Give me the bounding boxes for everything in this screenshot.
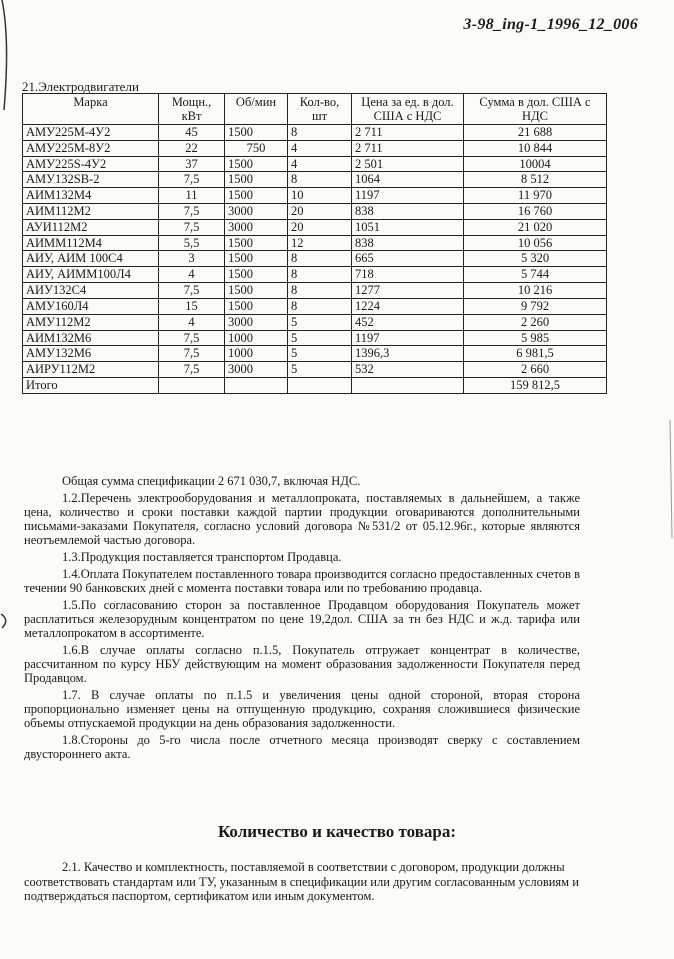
- cell-total: 2 260: [464, 314, 607, 330]
- cell-quantity: 5: [288, 330, 352, 346]
- cell-total: 11 970: [464, 188, 607, 204]
- cell-quantity: 8: [288, 267, 352, 283]
- clause-total-sum: Общая сумма спецификации 2 671 030,7, включая НДС.: [62, 474, 361, 488]
- cell-quantity: 20: [288, 203, 352, 219]
- scan-edge-mark: [660, 420, 674, 540]
- cell-unit-price: 1051: [352, 219, 464, 235]
- cell-total: 10 056: [464, 235, 607, 251]
- clause-1-2: 1.2.Перечень электрооборудования и металлопроката, поставляемых в дальнейшем, а также цена, количество и сроки поставки каждой партии продукции оговариваются дополнительными письмами-заказами Покупателя, согласно условий договора №531/2 от 05.12.96г., которые являются неотъемлемой частью договора.: [24, 491, 580, 547]
- cell-total: 2 660: [464, 362, 607, 378]
- cell-power: 22: [159, 140, 225, 156]
- table-row: [23, 346, 607, 362]
- clause-2-1: 2.1. Качество и комплектность, поставляемой в соответствии с договором, продукции должны соответствовать стандартам или ТУ, указанным в спецификации или другим согласованным условиям и подтверждаться паспортом, сертификатом или иным документом.: [24, 860, 579, 903]
- table-row: [23, 330, 607, 346]
- cell-unit-price: 1277: [352, 283, 464, 299]
- column-header-total: Сумма в дол. США с НДС: [464, 94, 607, 125]
- cell-power: 15: [159, 298, 225, 314]
- cell-model: АМУ132SB-2: [23, 172, 159, 188]
- cell-power: 7,5: [159, 172, 225, 188]
- table-header-row: [23, 94, 607, 125]
- cell-rpm: 3000: [225, 219, 288, 235]
- cell-rpm: 750: [225, 140, 288, 156]
- cell-rpm: 1000: [225, 346, 288, 362]
- cell-unit-price: 2 711: [352, 140, 464, 156]
- cell-model: АИМ132М4: [23, 188, 159, 204]
- cell-power: 7,5: [159, 219, 225, 235]
- cell-rpm: 1500: [225, 125, 288, 141]
- cell-total: 21 020: [464, 219, 607, 235]
- column-header-power: Мощн., кВт: [159, 94, 225, 125]
- cell-model: АИУ, АИМ 100С4: [23, 251, 159, 267]
- clause-1-7: 1.7. В случае оплаты по п.1.5 и увеличения цены одной стороной, вторая сторона пропорционально изменяет цены на отпущенную продукцию, сохраняя сложившиеся физические объемы отпускаемой продукции на день образования задолженности.: [24, 688, 580, 730]
- cell-total: 5 985: [464, 330, 607, 346]
- cell-quantity: 5: [288, 362, 352, 378]
- cell-rpm: 3000: [225, 203, 288, 219]
- table-row: [23, 267, 607, 283]
- total-label: Итого: [23, 377, 159, 393]
- cell-empty: [159, 377, 225, 393]
- contract-clauses: [24, 474, 580, 764]
- table-row: [23, 156, 607, 172]
- motors-spec-table: [22, 93, 607, 394]
- section2-heading: Количество и качество товара:: [217, 822, 457, 841]
- table-row: [23, 298, 607, 314]
- cell-empty: [288, 377, 352, 393]
- cell-total: 5 744: [464, 267, 607, 283]
- total-value: 159 812,5: [464, 377, 607, 393]
- cell-power: 4: [159, 314, 225, 330]
- section2-clauses: [24, 860, 580, 904]
- cell-rpm: 1500: [225, 156, 288, 172]
- cell-quantity: 8: [288, 125, 352, 141]
- cell-model: АИМ112М2: [23, 203, 159, 219]
- cell-quantity: 8: [288, 283, 352, 299]
- cell-unit-price: 2 711: [352, 125, 464, 141]
- cell-rpm: 1500: [225, 188, 288, 204]
- cell-power: 11: [159, 188, 225, 204]
- table-row: [23, 172, 607, 188]
- cell-model: АМУ132М6: [23, 346, 159, 362]
- cell-unit-price: 1396,3: [352, 346, 464, 362]
- cell-power: 7,5: [159, 362, 225, 378]
- cell-model: АИУ132С4: [23, 283, 159, 299]
- cell-total: 10 844: [464, 140, 607, 156]
- cell-model: АМУ225М-8У2: [23, 140, 159, 156]
- table-row: [23, 188, 607, 204]
- cell-power: 7,5: [159, 203, 225, 219]
- clause-1-6: 1.6.В случае оплаты согласно п.1.5, Покупатель отгружает концентрат в количестве, рассчитанном по курсу НБУ действующим на момент образования задолженности Покупателя перед Продавцом.: [24, 643, 580, 685]
- column-header-quantity: Кол-во, шт: [288, 94, 352, 125]
- cell-total: 16 760: [464, 203, 607, 219]
- cell-unit-price: 1197: [352, 188, 464, 204]
- cell-empty: [352, 377, 464, 393]
- clause-1-3: 1.3.Продукция поставляется транспортом Продавца.: [62, 550, 342, 564]
- cell-total: 9 792: [464, 298, 607, 314]
- cell-rpm: 3000: [225, 362, 288, 378]
- cell-power: 7,5: [159, 330, 225, 346]
- cell-unit-price: 838: [352, 235, 464, 251]
- cell-model: АУИ112М2: [23, 219, 159, 235]
- table-row: [23, 251, 607, 267]
- column-header-unit-price: Цена за ед. в дол. США с НДС: [352, 94, 464, 125]
- cell-quantity: 8: [288, 172, 352, 188]
- cell-unit-price: 1197: [352, 330, 464, 346]
- cell-power: 4: [159, 267, 225, 283]
- cell-quantity: 20: [288, 219, 352, 235]
- cell-rpm: 1500: [225, 235, 288, 251]
- cell-unit-price: 1064: [352, 172, 464, 188]
- cell-total: 6 981,5: [464, 346, 607, 362]
- cell-total: 10 216: [464, 283, 607, 299]
- cell-model: АИММ112М4: [23, 235, 159, 251]
- cell-empty: [225, 377, 288, 393]
- clause-1-8: 1.8.Стороны до 5-го числа после отчетного месяца производят сверку с составлением двустороннего акта.: [24, 733, 580, 761]
- cell-quantity: 8: [288, 298, 352, 314]
- cell-quantity: 8: [288, 251, 352, 267]
- cell-quantity: 12: [288, 235, 352, 251]
- cell-model: АМУ112М2: [23, 314, 159, 330]
- cell-rpm: 1000: [225, 330, 288, 346]
- cell-unit-price: 452: [352, 314, 464, 330]
- cell-power: 7,5: [159, 283, 225, 299]
- table-total-row: [23, 377, 607, 393]
- scan-edge-mark: [0, 612, 20, 632]
- cell-model: АИМ132М6: [23, 330, 159, 346]
- table-row: [23, 140, 607, 156]
- cell-quantity: 5: [288, 346, 352, 362]
- cell-power: 3: [159, 251, 225, 267]
- cell-power: 7,5: [159, 346, 225, 362]
- table-row: [23, 203, 607, 219]
- document-code: 3-98_ing-1_1996_12_006: [463, 16, 638, 33]
- cell-power: 5,5: [159, 235, 225, 251]
- clause-1-4: 1.4.Оплата Покупателем поставленного товара производится согласно предоставленных счетов в течении 90 банковских дней с момента поставки товара или по требованию продавца.: [24, 567, 580, 595]
- cell-rpm: 1500: [225, 251, 288, 267]
- column-header-model: Марка: [23, 94, 159, 125]
- table-row: [23, 235, 607, 251]
- cell-unit-price: 1224: [352, 298, 464, 314]
- cell-power: 45: [159, 125, 225, 141]
- cell-unit-price: 532: [352, 362, 464, 378]
- clause-1-5: 1.5.По согласованию сторон за поставленное Продавцом оборудования Покупатель может расплатиться железорудным концентратом по цене 19,2дол. США за тн без НДС и ж.д. тарифа или металлопрокатом в ассортименте.: [24, 598, 580, 640]
- cell-total: 8 512: [464, 172, 607, 188]
- table-row: [23, 314, 607, 330]
- cell-rpm: 1500: [225, 283, 288, 299]
- cell-total: 10004: [464, 156, 607, 172]
- table-row: [23, 283, 607, 299]
- cell-quantity: 4: [288, 156, 352, 172]
- cell-quantity: 5: [288, 314, 352, 330]
- cell-quantity: 4: [288, 140, 352, 156]
- column-header-rpm: Об/мин: [225, 94, 288, 125]
- cell-rpm: 1500: [225, 298, 288, 314]
- cell-total: 5 320: [464, 251, 607, 267]
- cell-power: 37: [159, 156, 225, 172]
- cell-model: АМУ225S-4У2: [23, 156, 159, 172]
- cell-rpm: 1500: [225, 172, 288, 188]
- cell-total: 21 688: [464, 125, 607, 141]
- table-body: [23, 125, 607, 394]
- table-row: [23, 362, 607, 378]
- cell-unit-price: 718: [352, 267, 464, 283]
- cell-rpm: 1500: [225, 267, 288, 283]
- cell-quantity: 10: [288, 188, 352, 204]
- section-title: 21.Электродвигатели: [22, 79, 139, 94]
- cell-model: АИУ, АИММ100Л4: [23, 267, 159, 283]
- cell-rpm: 3000: [225, 314, 288, 330]
- table-row: [23, 125, 607, 141]
- cell-unit-price: 665: [352, 251, 464, 267]
- cell-model: АИРУ112М2: [23, 362, 159, 378]
- cell-unit-price: 2 501: [352, 156, 464, 172]
- cell-model: АМУ160Л4: [23, 298, 159, 314]
- table-row: [23, 219, 607, 235]
- cell-unit-price: 838: [352, 203, 464, 219]
- cell-model: АМУ225М-4У2: [23, 125, 159, 141]
